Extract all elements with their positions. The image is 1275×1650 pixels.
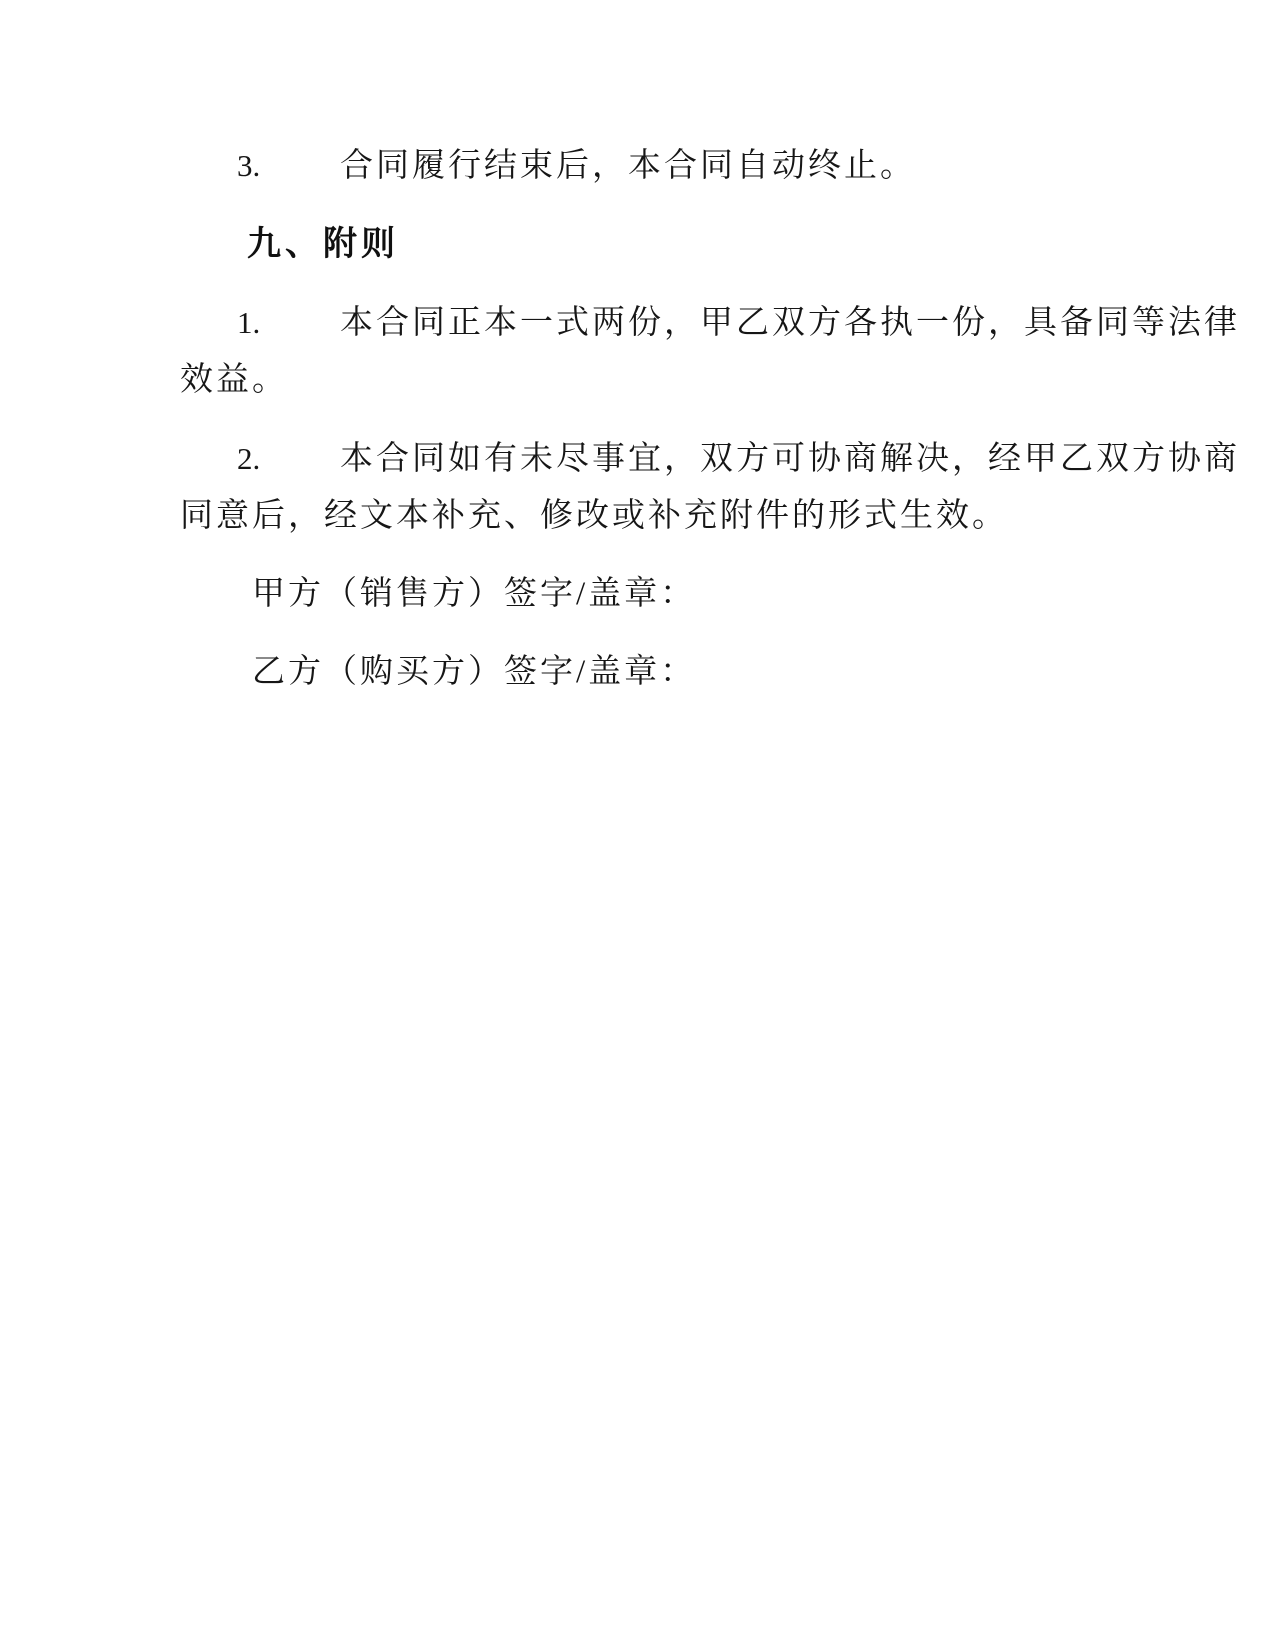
party-b-signature-line [180, 644, 1097, 701]
clause-2-text-line-1: 本合同如有未尽事宜，双方可协商解决，经甲乙双方协商 [340, 441, 1240, 477]
clause-3-number: 3. [237, 148, 261, 183]
party-a-signature-line [180, 566, 1097, 623]
clause-3 [180, 137, 1097, 195]
clause-2-text-line-2: 同意后，经文本补充、修改或补充附件的形式生效。 [180, 498, 1008, 534]
clause-2 [180, 430, 1240, 545]
party-a-signature-text: 甲方（销售方）签字/盖章： [252, 576, 697, 612]
clause-2-number: 2. [237, 441, 261, 476]
clause-1-number: 1. [237, 305, 261, 340]
clause-3-text: 合同履行结束后，本合同自动终止。 [340, 148, 916, 184]
party-b-signature-text: 乙方（购买方）签字/盖章： [252, 654, 697, 690]
clause-1-text-line-2: 效益。 [180, 362, 288, 398]
clause-1 [180, 294, 1240, 409]
clause-1-text-line-1: 本合同正本一式两份，甲乙双方各执一份，具备同等法律 [340, 305, 1240, 341]
section-heading: 九、附则 [247, 226, 399, 263]
